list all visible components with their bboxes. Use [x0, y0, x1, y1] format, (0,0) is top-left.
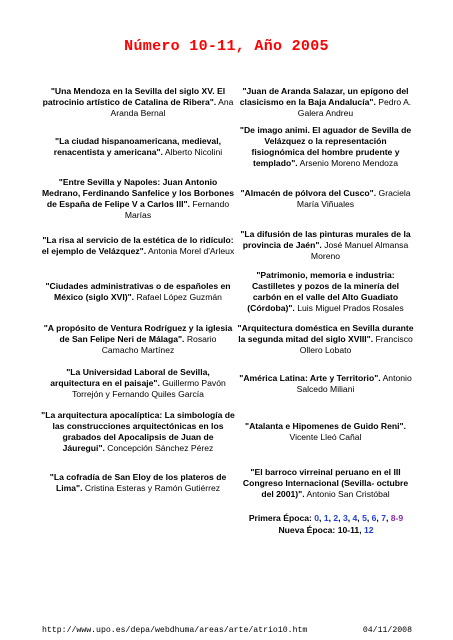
issue-link-5[interactable]: 5	[362, 513, 367, 523]
issue-link-0[interactable]: 0	[314, 513, 320, 523]
article-cell	[40, 122, 236, 172]
article-title[interactable]: "Una Mendoza en la Sevilla del siglo XV. El patrocinio artístico de Catalina de Ribera".	[42, 85, 226, 107]
article-author: Pedro A. Galera Andreu	[297, 96, 412, 118]
primera-epoca-line	[236, 512, 416, 524]
article-title[interactable]: "La arquitectura apocalíptica: La simbología de las construcciones arquitectónicas en los grabados del Apocalipsis de Juan de Jáuregui".	[41, 410, 235, 453]
article-title[interactable]: "Patrimonio, memoria e industria: Castilletes y pozos de la minería del carbón en el valle del Alto Guadiato (Córdoba)".	[247, 269, 400, 313]
footer-date: 04/11/2008	[362, 626, 412, 635]
issue-link-7[interactable]: 7	[381, 513, 386, 523]
nueva-epoca-label: Nueva Época:	[278, 525, 336, 535]
article-author: Ana Aranda Bernal	[110, 96, 234, 118]
article-author: Graciela María Viñuales	[296, 187, 411, 209]
article-cell	[40, 317, 236, 361]
article-cell	[40, 361, 236, 406]
article-author: Rosario Camacho Martínez	[101, 333, 217, 355]
issue-link-2[interactable]: 2	[333, 513, 339, 523]
article-title[interactable]: "Arquitectura doméstica en Sevilla durante la segunda mitad del siglo XVIII".	[237, 322, 414, 344]
article-author: Rafael López Guzmán	[136, 291, 222, 302]
issue-link-1[interactable]: 1	[323, 513, 329, 523]
article-title[interactable]: "Juan de Aranda Salazar, un epígono del clasicismo en la Baja Andalucía".	[239, 85, 409, 107]
article-author: Cristina Esteras y Ramón Gutiérrez	[84, 483, 221, 493]
page-title: Número 10-11, Año 2005	[124, 38, 329, 55]
article-cell	[236, 317, 415, 361]
article-cell	[236, 172, 415, 225]
article-title[interactable]: "Atalanta e Hipomenes de Guido Reni".	[245, 421, 406, 431]
article-grid	[40, 82, 415, 508]
article-author: Antonia Morel d'Arleux	[148, 245, 235, 256]
article-title[interactable]: "A propósito de Ventura Rodríguez y la iglesia de San Felipe Neri de Málaga".	[43, 322, 233, 344]
article-title[interactable]: "Ciudades administrativas o de españoles en México (siglo XVI)".	[45, 280, 231, 302]
article-author: Guillermo Pavón Torrejón y Fernando Quiles García	[72, 378, 226, 399]
current-issue: 10-11	[337, 525, 360, 535]
article-author: Vicente Lleó Cañal	[289, 432, 362, 442]
article-author: José Manuel Almansa Moreno	[310, 240, 409, 261]
issue-link-3[interactable]: 3	[342, 513, 348, 523]
nueva-epoca-line: Nueva Época: 10-11, 12	[278, 525, 374, 535]
article-title[interactable]: "El barroco virreinal peruano en el III Congreso Internacional (Sevilla- octubre del 2001)".	[242, 466, 409, 499]
article-cell	[236, 458, 415, 508]
primera-epoca-label: Primera Época:	[248, 513, 312, 523]
primera-epoca-links: 0, 1, 2, 3, 4, 5, 6, 7, 8-9	[314, 513, 404, 523]
article-title[interactable]: "América Latina: Arte y Territorio".	[239, 372, 381, 383]
article-cell	[236, 361, 415, 406]
article-cell	[236, 82, 415, 122]
article-title[interactable]: "La cofradía de San Eloy de los plateros de Lima".	[49, 472, 227, 493]
article-cell	[40, 266, 236, 317]
article-author: Alberto Nicolini	[164, 147, 223, 157]
article-cell	[236, 225, 415, 266]
article-author: Antonio Salcedo Miliani	[296, 372, 412, 394]
article-title[interactable]: "Entre Sevilla y Napoles: Juan Antonio Medrano, Ferdinando Sanfelice y los Borbones de España de Felipe V a Carlos III".	[42, 176, 234, 209]
issue-link-12[interactable]: 12	[363, 525, 374, 535]
article-cell	[236, 122, 415, 172]
article-cell	[40, 172, 236, 225]
footer-url: http://www.upo.es/depa/webdhuma/areas/arte/atrio10.htm	[42, 626, 308, 635]
article-cell	[236, 406, 415, 458]
epoch-navigation	[236, 512, 416, 536]
page-footer	[42, 626, 412, 635]
article-title[interactable]: "La Universidad Laboral de Sevilla, arquitectura en el paisaje".	[50, 367, 210, 388]
article-cell	[40, 406, 236, 458]
article-cell	[40, 82, 236, 122]
article-author: Luis Miguel Prados Rosales	[297, 302, 404, 313]
article-author: Concepción Sánchez Pérez	[107, 443, 214, 453]
article-author: Antonio San Cristóbal	[306, 488, 390, 499]
article-cell	[40, 225, 236, 266]
article-author: Francisco Ollero Lobato	[299, 333, 413, 355]
article-cell	[40, 458, 236, 508]
article-title[interactable]: "De imago animi. El aguador de Sevilla de Velázquez o la representación fisiognómica del hombre prudente y templado".	[239, 125, 412, 168]
issue-link-8-9[interactable]: 8-9	[390, 513, 404, 523]
article-author: Arsenio Moreno Mendoza	[299, 158, 398, 168]
article-title[interactable]: "La ciudad hispanoamericana, medieval, renacentista y americana".	[53, 136, 221, 157]
issue-link-4[interactable]: 4	[352, 513, 358, 523]
article-cell	[236, 266, 415, 317]
article-title[interactable]: "Almacén de pólvora del Cusco".	[240, 187, 377, 198]
issue-link-6[interactable]: 6	[371, 513, 377, 523]
article-title[interactable]: "La risa al servicio de la estética de lo ridículo: el ejemplo de Velázquez".	[41, 234, 234, 256]
article-title[interactable]: "La difusión de las pinturas murales de la provincia de Jaén".	[240, 229, 411, 250]
article-author: Fernando Marías	[124, 198, 230, 220]
